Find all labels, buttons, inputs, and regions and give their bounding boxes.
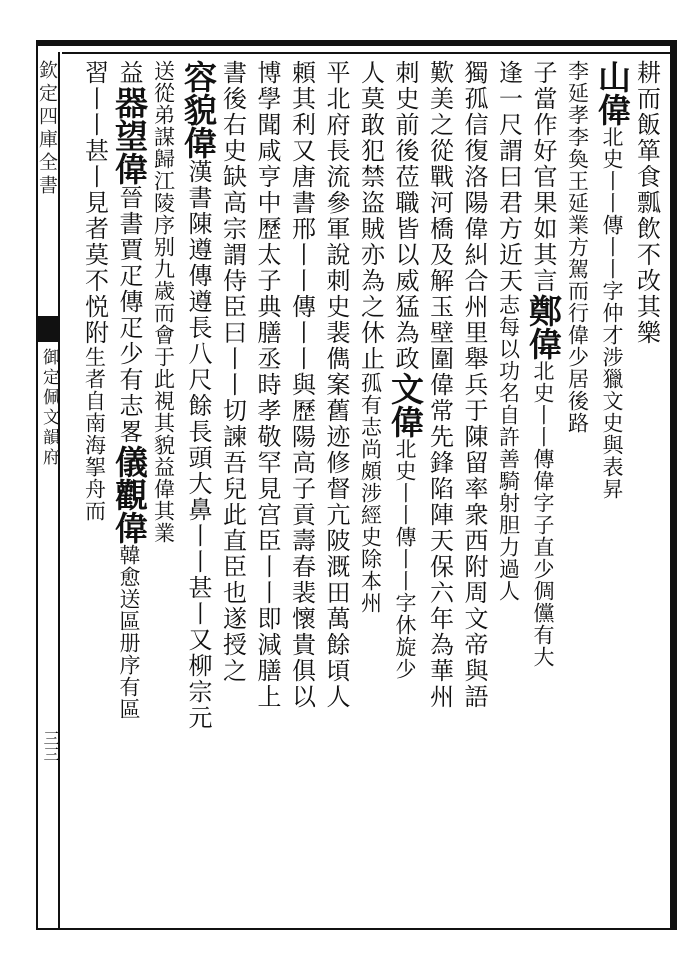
text-column	[147, 60, 181, 920]
top-inner-rule	[62, 52, 676, 54]
text-segment: 子當作好官果如其言	[529, 60, 557, 294]
text-column	[423, 60, 457, 920]
text-segment: 習	[80, 60, 109, 86]
text-column	[110, 60, 149, 920]
text-column	[285, 60, 319, 920]
text-segment: 晉書賈疋傳疋少有志畧	[115, 185, 143, 445]
text-segment: 書後右史缺高宗謂侍臣曰丨丨切諫吾兒此直臣也遂授之	[218, 60, 247, 684]
text-segment: 刺史前後莅職皆以威猛為政	[391, 60, 419, 372]
text-segment: 北史丨丨傳丨丨字仲才涉獵文史與表昇	[600, 126, 624, 500]
text-segment: 韓愈送區册序有區	[117, 544, 141, 720]
text-segment: 人莫敢犯禁盗賊亦為之休止	[356, 60, 385, 372]
text-column	[457, 60, 491, 920]
text-column	[561, 60, 595, 920]
text-column	[319, 60, 353, 920]
text-segment: 飲不改其樂	[632, 216, 661, 346]
bottom-border-rule	[36, 928, 676, 930]
page-number: 三三	[41, 730, 60, 762]
text-segment: 送從弟謀歸江陵序别九歳而會于此視其貌益偉其業	[151, 60, 176, 544]
entry-heading: 儀觀偉	[110, 445, 149, 544]
text-column	[354, 60, 388, 920]
text-segment: 志每以功名自許善騎射胆力過人	[496, 294, 521, 602]
text-column	[250, 60, 284, 920]
entry-heading: 文偉	[386, 372, 425, 438]
text-segment: 丨丨甚丨見者莫不悦附	[80, 86, 109, 346]
entry-heading: 鄭偉	[524, 294, 563, 360]
text-segment: 歎美之從戰河橋及解玉壁圍偉常先鋒陷陣天保六年為華州	[425, 60, 454, 710]
text-segment: 孤有志尚頗涉經史除本州	[358, 372, 383, 614]
margin-chapter-title: 御定佩文韻府	[39, 348, 59, 468]
entry-heading: 器望偉	[110, 86, 149, 185]
right-border-rule	[670, 40, 677, 930]
text-segment: 頼其利又唐書邢丨丨傳丨丨與歷陽高子貢壽春裴懷貴俱以	[287, 60, 316, 710]
text-segment: 生者自南海挐舟而	[82, 346, 107, 522]
text-column	[216, 60, 250, 920]
text-segment: 李延孝李奐王延業方駕而行偉少居後路	[565, 60, 590, 434]
text-column	[386, 60, 425, 920]
text-column	[593, 60, 632, 920]
margin-book-title: 欽定四庫全書	[36, 60, 58, 198]
text-column	[630, 60, 664, 920]
text-segment: 博學聞咸亨中歷太子典膳丞時孝敬罕見宫臣丨丨即減膳上	[253, 60, 281, 710]
text-column	[78, 60, 112, 920]
text-segment: 平北府長流參軍說刺史裴儁案舊迹修督亢陂溉田萬餘頃人	[322, 60, 350, 710]
text-segment: 北史丨丨傳偉字子直少倜儻有大	[531, 360, 555, 668]
text-column	[179, 60, 218, 920]
text-column	[492, 60, 526, 920]
text-segment: 獨孤信復洛陽偉糾合州里舉兵于陳留率衆西附周文帝與語	[460, 60, 488, 710]
entry-heading: 容貌偉	[179, 60, 218, 159]
text-segment: 逢一尺謂曰君方近天	[494, 60, 523, 294]
entry-heading: 山偉	[593, 60, 632, 126]
text-column	[524, 60, 563, 920]
text-segment: 漢書陳遵傳遵長八尺餘長頭大鼻丨丨甚丨又柳宗元	[184, 159, 212, 731]
fish-tail-mark	[36, 316, 60, 342]
text-segment: 耕而飯箪食瓢	[632, 60, 661, 216]
text-segment: 北史丨丨傳丨丨字休旋少	[393, 438, 417, 680]
text-segment: 益	[115, 60, 143, 86]
top-border-rule	[36, 40, 676, 46]
